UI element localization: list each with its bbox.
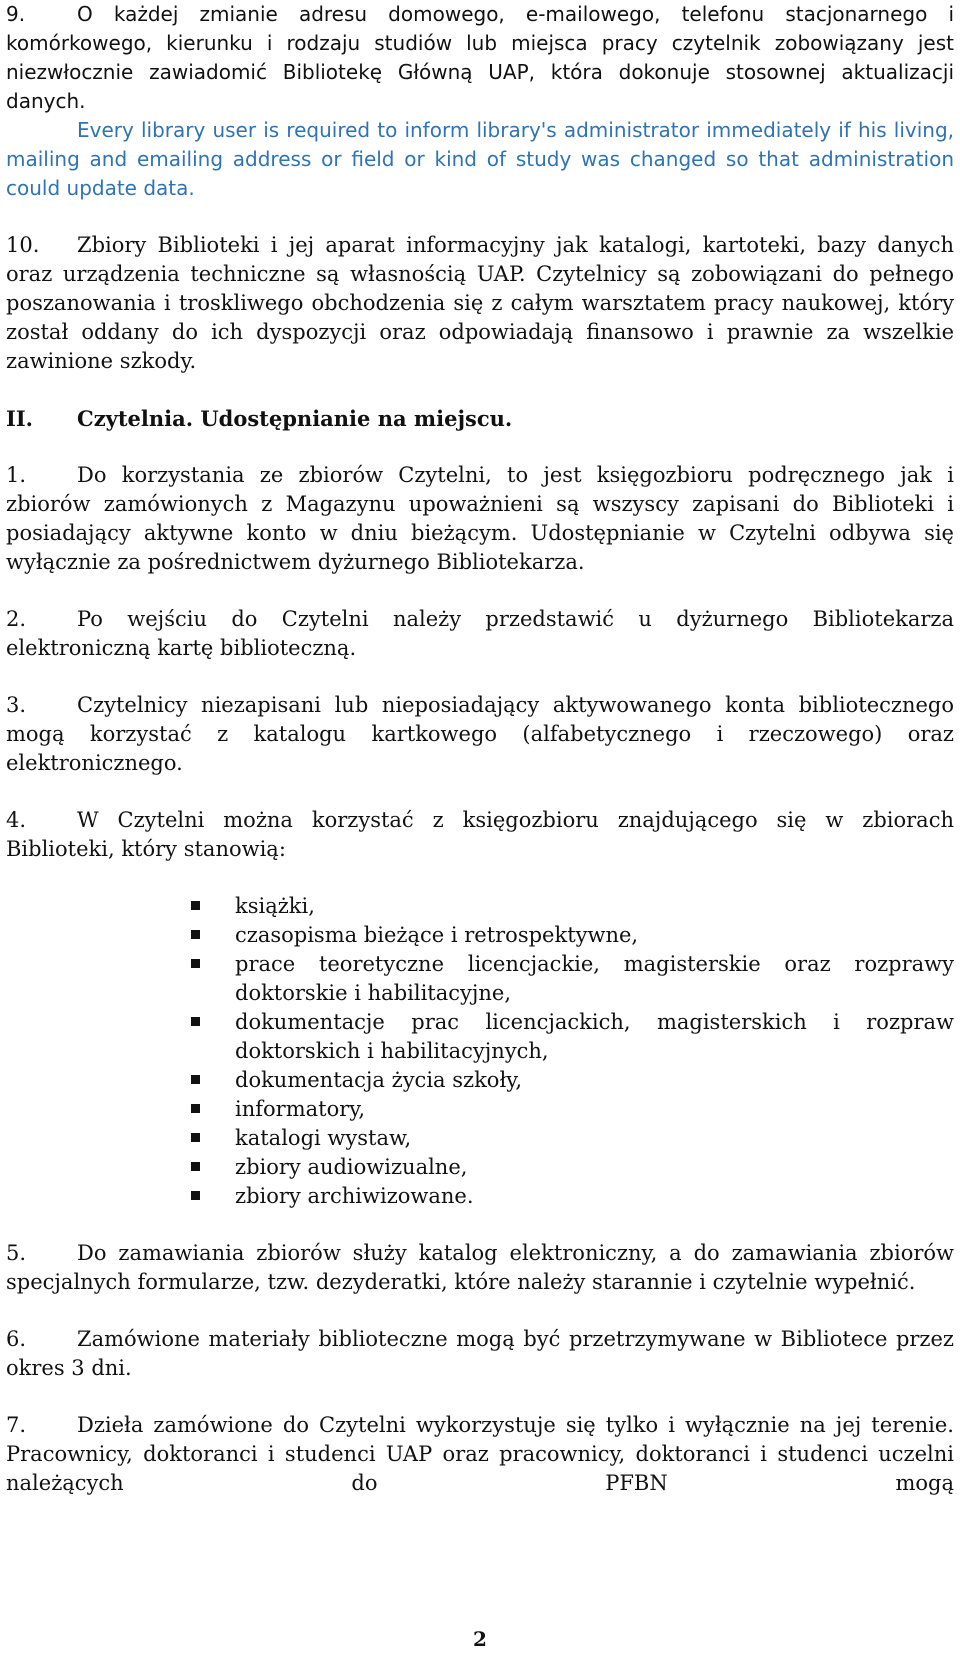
list-item: dokumentacje prac licencjackich, magisterskich i rozpraw doktorskich i habilitacyjnych,: [191, 1008, 954, 1066]
paragraph-text: W Czytelni można korzystać z księgozbioru znajdującego się w zbiorach Biblioteki, który stanowią:: [6, 808, 954, 861]
square-bullet-icon: [191, 1017, 200, 1026]
paragraph-number: 7.: [6, 1413, 27, 1437]
document-page: [6, 0, 954, 1498]
paragraph-7: [6, 1411, 954, 1498]
paragraph-text: Dzieła zamówione do Czytelni wykorzystuje się tylko i wyłącznie na jej terenie. Pracownicy, doktoranci i studenci UAP oraz pracownicy, doktoranci i studenci uczelni należących do PFBN mogą: [6, 1413, 954, 1495]
collection-list: [6, 892, 954, 1211]
paragraph-number: 1.: [6, 463, 27, 487]
list-item: katalogi wystaw,: [191, 1124, 954, 1153]
list-item: prace teoretyczne licencjackie, magisterskie oraz rozprawy doktorskie i habilitacyjne,: [191, 950, 954, 1008]
paragraph-text: Do korzystania ze zbiorów Czytelni, to jest księgozbioru podręcznego jak i zbiorów zamówionych z Magazynu upoważnieni są wszyscy zapisani do Biblioteki i posiadający aktywne konto w dniu bieżącym. Udostępnianie w Czytelni odbywa się wyłącznie za pośrednictwem dyżurnego Bibliotekarza.: [6, 463, 954, 574]
square-bullet-icon: [191, 1191, 200, 1200]
square-bullet-icon: [191, 1133, 200, 1142]
square-bullet-icon: [191, 1075, 200, 1084]
section-number: II.: [6, 406, 33, 431]
paragraph-1: [6, 461, 954, 577]
paragraph-text: Po wejściu do Czytelni należy przedstawić u dyżurnego Bibliotekarza elektroniczną kartę biblioteczną.: [6, 607, 954, 660]
paragraph-text: Zbiory Biblioteki i jej aparat informacyjny jak katalogi, kartoteki, bazy danych oraz urządzenia techniczne są własnością UAP. Czytelnicy są zobowiązani do pełnego poszanowania i troskliwego obchodzenia się z całym warsztatem pracy naukowej, który został oddany do ich dyspozycji oraz odpowiadają finansowo i prawnie za wszelkie zawinione szkody.: [6, 233, 954, 373]
list-item: zbiory audiowizualne,: [191, 1153, 954, 1182]
paragraph-4: [6, 806, 954, 864]
paragraph-10: [6, 231, 954, 376]
paragraph-number: 6.: [6, 1327, 27, 1351]
paragraph-text: Zamówione materiały biblioteczne mogą być przetrzymywane w Bibliotece przez okres 3 dni.: [6, 1327, 954, 1380]
paragraph-6: [6, 1325, 954, 1383]
paragraph-3: [6, 691, 954, 778]
square-bullet-icon: [191, 1162, 200, 1171]
paragraph-2: [6, 605, 954, 663]
paragraph-number: 3.: [6, 693, 27, 717]
english-translation-text: Every library user is required to inform library's administrator immediately if his living, mailing and emailing address or field or kind of study was changed so that administration could update data.: [6, 118, 954, 200]
paragraph-9-english: [6, 116, 954, 203]
list-item: informatory,: [191, 1095, 954, 1124]
list-item: czasopisma bieżące i retrospektywne,: [191, 921, 954, 950]
section-title: Czytelnia. Udostępnianie na miejscu.: [77, 406, 513, 431]
paragraph-9: [6, 0, 954, 116]
paragraph-text: Do zamawiania zbiorów służy katalog elektroniczny, a do zamawiania zbiorów specjalnych formularze, tzw. dezyderatki, które należy starannie i czytelnie wypełnić.: [6, 1241, 954, 1294]
list-item: zbiory archiwizowane.: [191, 1182, 954, 1211]
paragraph-number: 5.: [6, 1241, 27, 1265]
paragraph-number: 4.: [6, 808, 27, 832]
paragraph-text: O każdej zmianie adresu domowego, e-mailowego, telefonu stacjonarnego i komórkowego, kierunku i rodzaju studiów lub miejsca pracy czytelnik zobowiązany jest niezwłocznie zawiadomić Bibliotekę Główną UAP, która dokonuje stosownej aktualizacji danych.: [6, 2, 954, 113]
paragraph-5: [6, 1239, 954, 1297]
paragraph-number: 2.: [6, 607, 27, 631]
paragraph-text: Czytelnicy niezapisani lub nieposiadający aktywowanego konta bibliotecznego mogą korzystać z katalogu kartkowego (alfabetycznego i rzeczowego) oraz elektronicznego.: [6, 693, 954, 775]
list-item: dokumentacja życia szkoły,: [191, 1066, 954, 1095]
paragraph-number: 9.: [6, 2, 26, 26]
section-heading: [6, 404, 954, 433]
square-bullet-icon: [191, 1104, 200, 1113]
page-number: 2: [473, 1627, 487, 1651]
list-item: książki,: [191, 892, 954, 921]
paragraph-number: 10.: [6, 233, 40, 257]
square-bullet-icon: [191, 959, 200, 968]
square-bullet-icon: [191, 930, 200, 939]
square-bullet-icon: [191, 901, 200, 910]
